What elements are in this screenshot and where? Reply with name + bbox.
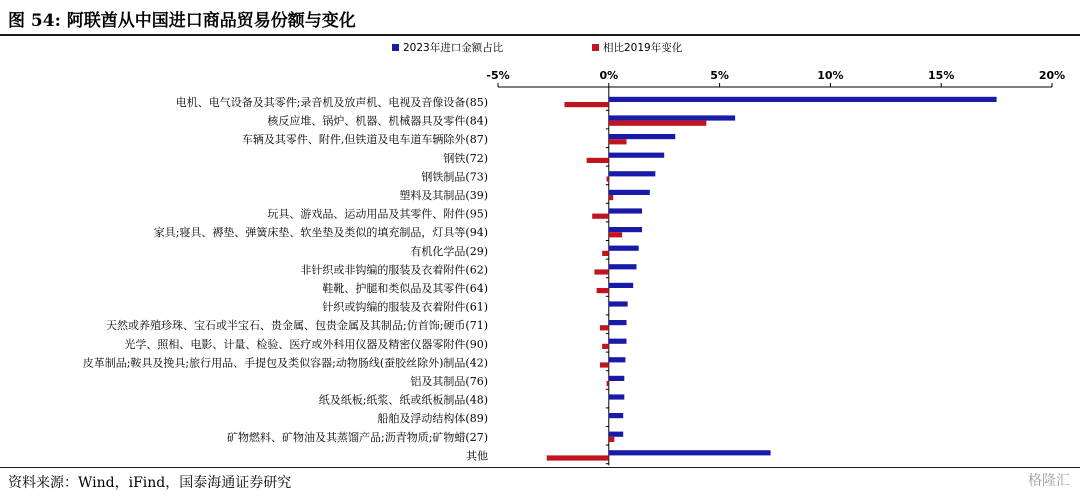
bar-change-vs-2019	[602, 251, 609, 256]
bar-share-2023	[609, 208, 642, 213]
bar-change-vs-2019	[602, 344, 609, 349]
bar-change-vs-2019	[587, 158, 609, 163]
category-label: 电机、电气设备及其零件;录音机及放声机、电视及音像设备(85)	[175, 96, 488, 109]
x-tick-label: -5%	[486, 69, 510, 82]
bar-share-2023	[609, 301, 628, 306]
x-tick-label: 0%	[599, 69, 619, 82]
category-label: 皮革制品;鞍具及挽具;旅行用品、手提包及类似容器;动物肠线(蚕胶丝除外)制品(42)	[82, 356, 488, 370]
category-label: 鞋靴、护腿和类似品及其零件(64)	[322, 282, 488, 295]
bar-change-vs-2019	[564, 102, 608, 107]
legend-label-1: 2023年进口金额占比	[403, 42, 504, 54]
bar-change-vs-2019	[600, 362, 609, 367]
category-label: 塑料及其制品(39)	[399, 189, 488, 202]
bar-share-2023	[609, 171, 656, 176]
category-label: 有机化学品(29)	[410, 244, 488, 258]
bar-share-2023	[609, 246, 639, 251]
bar-share-2023	[609, 264, 637, 269]
legend-swatch-1	[392, 44, 399, 51]
bar-share-2023	[609, 357, 626, 362]
legend-swatch-2	[592, 44, 599, 51]
bar-change-vs-2019	[609, 139, 627, 144]
bar-change-vs-2019	[609, 437, 615, 442]
bar-change-vs-2019	[594, 269, 608, 274]
bar-change-vs-2019	[609, 195, 613, 200]
bar-share-2023	[609, 320, 627, 325]
bar-share-2023	[609, 115, 735, 120]
category-label: 非针织或非钩编的服装及衣着附件(62)	[300, 263, 488, 277]
category-label: 光学、照相、电影、计量、检验、医疗或外科用仪器及精密仪器零附件(90)	[124, 337, 488, 351]
x-tick-label: 10%	[817, 69, 844, 82]
bar-share-2023	[609, 432, 623, 437]
bar-change-vs-2019	[607, 381, 609, 386]
bar-share-2023	[609, 394, 625, 399]
bar-share-2023	[609, 153, 664, 158]
bar-share-2023	[609, 227, 642, 232]
footer-rule	[0, 467, 1080, 468]
category-label: 铝及其制品(76)	[410, 375, 488, 388]
bar-share-2023	[609, 190, 650, 195]
category-label: 玩具、游戏品、运动用品及其零件、附件(95)	[267, 207, 488, 221]
bar-change-vs-2019	[597, 288, 609, 293]
category-label: 家具;寝具、褥垫、弹簧床垫、软坐垫及类似的填充制品，灯具等(94)	[153, 226, 488, 240]
bar-change-vs-2019	[607, 176, 609, 181]
bar-share-2023	[609, 450, 771, 455]
category-label: 矿物燃料、矿物油及其蒸馏产品;沥青物质;矿物蜡(27)	[227, 430, 488, 444]
category-label: 天然或养殖珍珠、宝石或半宝石、贵金属、包贵金属及其制品;仿首饰;硬币(71)	[106, 319, 488, 333]
bar-share-2023	[609, 376, 625, 381]
x-tick-label: 20%	[1038, 69, 1066, 82]
x-tick-label: 15%	[928, 69, 955, 82]
category-label: 纸及纸板;纸浆、纸或纸板制品(48)	[318, 393, 488, 407]
category-label: 钢铁(72)	[443, 151, 488, 165]
category-label: 核反应堆、锅炉、机器、机械器具及零件(84)	[267, 114, 488, 128]
bar-change-vs-2019	[592, 214, 609, 219]
bar-change-vs-2019	[600, 325, 609, 330]
watermark-logo: 格隆汇	[1028, 473, 1070, 489]
source-note: 资料来源：Wind，iFind，国泰海通证券研究	[8, 475, 292, 491]
category-label: 船舶及浮动结构体(89)	[377, 412, 488, 426]
category-label: 钢铁制品(73)	[421, 170, 488, 184]
legend-label-2: 相比2019年变化	[603, 42, 683, 54]
bar-change-vs-2019	[609, 121, 707, 126]
bar-change-vs-2019	[609, 232, 622, 237]
title-bar	[0, 0, 1080, 36]
x-tick-label: 5%	[710, 69, 729, 82]
chart-title: 图 54: 阿联酋从中国进口商品贸易份额与变化	[8, 11, 356, 31]
bar-share-2023	[609, 97, 997, 102]
bar-chart	[0, 36, 1080, 466]
bar-share-2023	[609, 283, 633, 288]
bar-share-2023	[609, 339, 627, 344]
bar-share-2023	[609, 413, 623, 418]
category-label: 其他	[466, 449, 488, 463]
bar-share-2023	[609, 134, 675, 139]
bar-change-vs-2019	[547, 455, 609, 460]
category-label: 针织或钩编的服装及衣着附件(61)	[322, 300, 488, 314]
category-label: 车辆及其零件、附件,但铁道及电车道车辆除外(87)	[241, 133, 488, 147]
